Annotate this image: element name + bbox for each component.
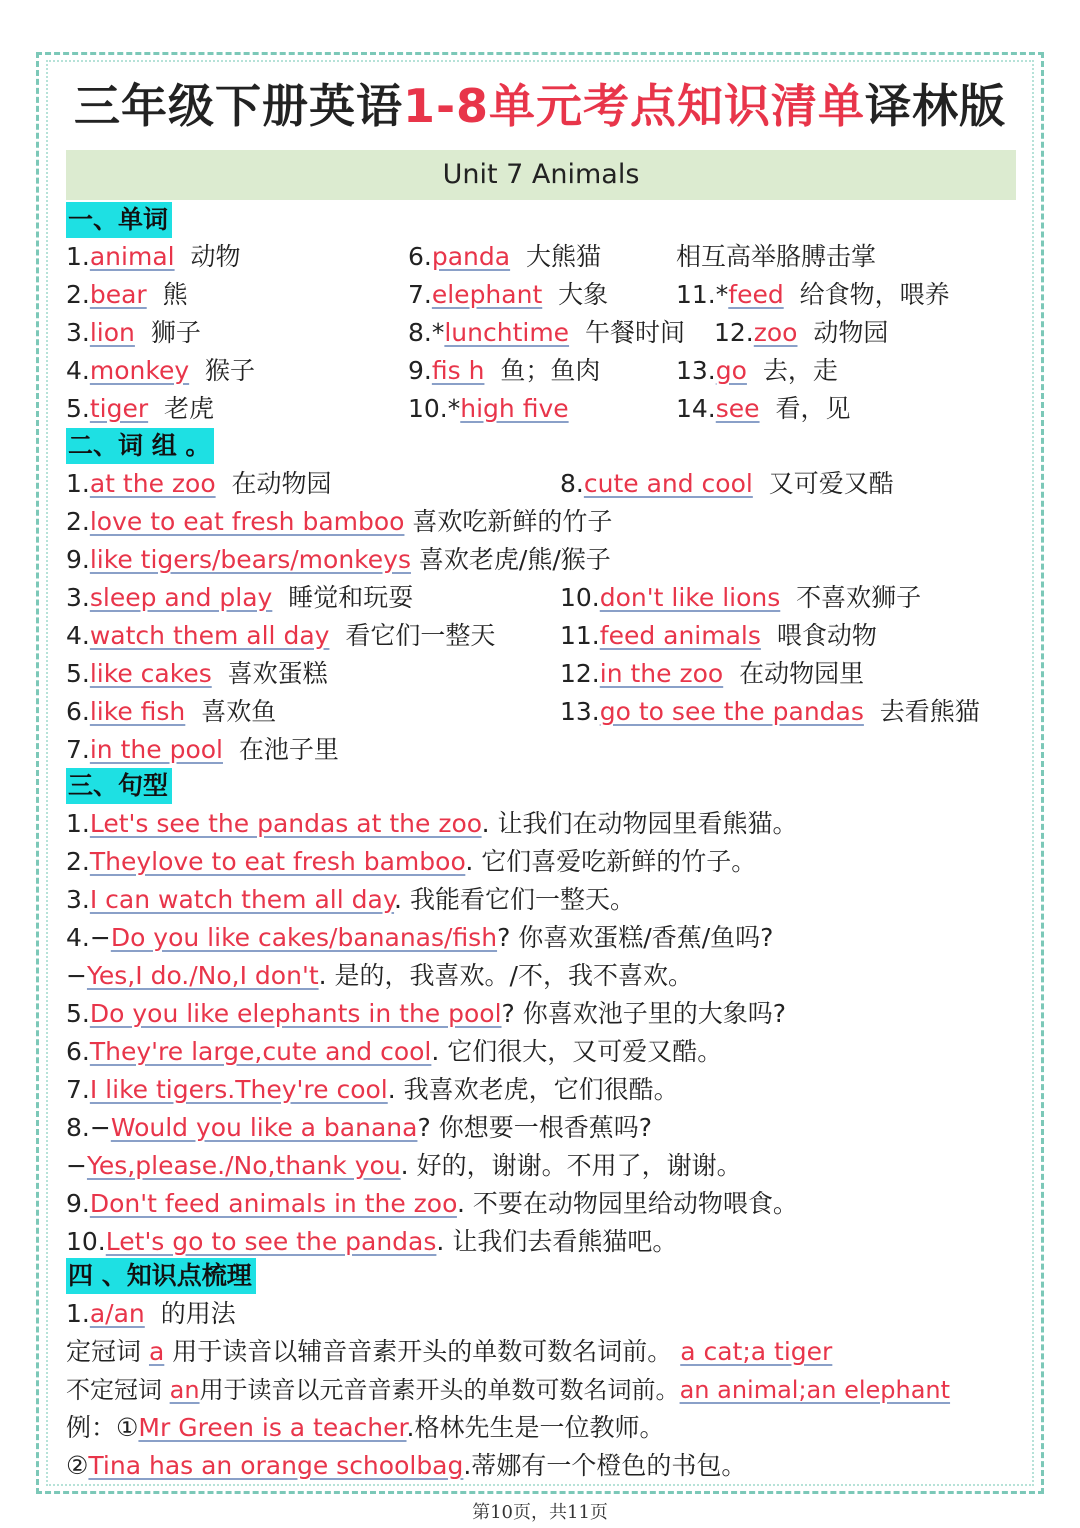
phrase-item: 4.watch them all day 看它们一整天 bbox=[66, 621, 496, 650]
phrase-item: 12.in the zoo 在动物园里 bbox=[560, 659, 865, 688]
knowledge-line: 1.a/an 的用法 bbox=[66, 1299, 236, 1328]
sentence-item: −Yes,please./No,thank you. 好的，谢谢。不用了，谢谢。 bbox=[66, 1151, 742, 1180]
section-heading-phrases: 二、词 组 。 bbox=[66, 428, 214, 464]
word-item: 13.go 去，走 bbox=[676, 356, 838, 385]
word-item: 14.see 看，见 bbox=[676, 394, 851, 423]
page-title bbox=[0, 70, 1080, 136]
unit-heading: Unit 7 Animals bbox=[66, 150, 1016, 200]
sentence-item: 4.−Do you like cakes/bananas/fish? 你喜欢蛋糕/香蕉/鱼吗? bbox=[66, 923, 774, 952]
sentence-item: 6.They're large,cute and cool. 它们很大，又可爱又酷。 bbox=[66, 1037, 723, 1066]
phrase-item: 5.like cakes 喜欢蛋糕 bbox=[66, 659, 328, 688]
word-item: 1.animal 动物 bbox=[66, 242, 241, 271]
section-heading-knowledge: 四 、知识点梳理 bbox=[66, 1258, 256, 1294]
phrase-item: 7.in the pool 在池子里 bbox=[66, 735, 339, 764]
sentence-item: 8.−Would you like a banana? 你想要一根香蕉吗? bbox=[66, 1113, 652, 1142]
section-heading-sentences: 三、句型 bbox=[66, 768, 172, 804]
title-part-1: 三年级下册英语 bbox=[73, 79, 403, 133]
title-part-3: 译林版 bbox=[865, 79, 1007, 133]
word-item: 5.tiger 老虎 bbox=[66, 394, 215, 423]
knowledge-line: 不定冠词 an用于读音以元音音素开头的单数可数名词前。an animal;an elephant bbox=[66, 1376, 951, 1404]
phrase-item: 1.at the zoo 在动物园 bbox=[66, 469, 332, 498]
word-item: 6.panda 大熊猫 bbox=[408, 242, 602, 271]
word-item: 11.*feed 给食物，喂养 bbox=[676, 280, 950, 309]
title-part-2: 1-8单元考点知识清单 bbox=[402, 79, 866, 133]
sentence-item: 5.Do you like elephants in the pool? 你喜欢池子里的大象吗? bbox=[66, 999, 787, 1028]
word-item: 9.fis h 鱼；鱼肉 bbox=[408, 356, 601, 385]
sentence-item: 1.Let's see the pandas at the zoo. 让我们在动物园里看熊猫。 bbox=[66, 809, 798, 838]
sentence-item: −Yes,I do./No,I don't. 是的，我喜欢。/不，我不喜欢。 bbox=[66, 961, 693, 990]
word-item: 8.*lunchtime 午餐时间 bbox=[408, 318, 685, 347]
word-meaning-high-five: 相互高举胳膊击掌 bbox=[676, 242, 877, 271]
phrase-item: 8.cute and cool 又可爱又酷 bbox=[560, 469, 894, 498]
word-item: 4.monkey 猴子 bbox=[66, 356, 256, 385]
sentence-item: 3.I can watch them all day. 我能看它们一整天。 bbox=[66, 885, 635, 914]
phrase-item: 11.feed animals 喂食动物 bbox=[560, 621, 877, 650]
word-item: 2.bear 熊 bbox=[66, 280, 188, 309]
sentence-item: 10.Let's go to see the pandas. 让我们去看熊猫吧。 bbox=[66, 1227, 678, 1256]
section-heading-words: 一、单词 bbox=[66, 202, 172, 238]
phrase-item: 10.don't like lions 不喜欢狮子 bbox=[560, 583, 922, 612]
sentence-item: 9.Don't feed animals in the zoo. 不要在动物园里给动物喂食。 bbox=[66, 1189, 798, 1218]
knowledge-line: 定冠词 a 用于读音以辅音音素开头的单数可数名词前。 a cat;a tiger bbox=[66, 1337, 833, 1366]
word-item: 12.zoo 动物园 bbox=[714, 318, 889, 347]
word-item: 7.elephant 大象 bbox=[408, 280, 609, 309]
phrase-item: 9.like tigers/bears/monkeys 喜欢老虎/熊/猴子 bbox=[66, 545, 611, 574]
page-footer: 第10页，共11页 bbox=[472, 1502, 608, 1523]
knowledge-line: ②Tina has an orange schoolbag.蒂娜有一个橙色的书包。 bbox=[66, 1451, 747, 1480]
sentence-item: 7.I like tigers.They're cool. 我喜欢老虎，它们很酷。 bbox=[66, 1075, 679, 1104]
sentence-item: 2.Theylove to eat fresh bamboo. 它们喜爱吃新鲜的竹子。 bbox=[66, 847, 757, 876]
knowledge-line: 例：①Mr Green is a teacher.格林先生是一位教师。 bbox=[66, 1413, 665, 1442]
word-item: 3.lion 狮子 bbox=[66, 318, 201, 347]
phrase-item: 3.sleep and play 睡觉和玩耍 bbox=[66, 583, 414, 612]
phrase-item: 2.love to eat fresh bamboo 喜欢吃新鲜的竹子 bbox=[66, 507, 613, 536]
phrase-item: 6.like fish 喜欢鱼 bbox=[66, 697, 277, 726]
phrase-item: 13.go to see the pandas 去看熊猫 bbox=[560, 697, 980, 726]
word-item: 10.*high five bbox=[408, 394, 569, 423]
